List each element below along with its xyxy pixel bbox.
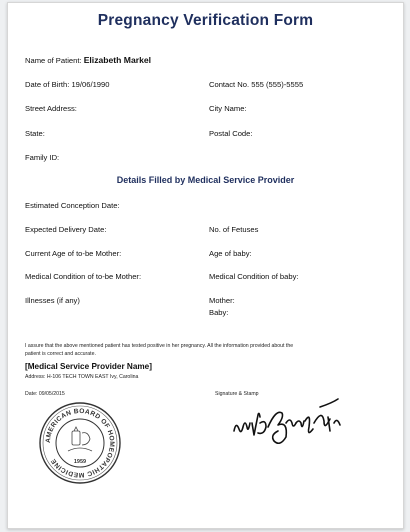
contact-row — [209, 80, 303, 89]
assurance-line-2: patient is correct and accurate. — [25, 351, 96, 357]
patient-name-row — [25, 55, 151, 65]
baby-age-label: Age of baby: — [209, 249, 252, 258]
fetuses-label: No. of Fetuses — [209, 225, 259, 234]
provider-name: [Medical Service Provider Name] — [25, 362, 152, 371]
baby-condition-label: Medical Condition of baby: — [209, 272, 299, 281]
form-title: Pregnancy Verification Form — [97, 12, 314, 29]
state-label: State: — [25, 129, 45, 138]
illnesses-label: Illnesses (if any) — [25, 296, 80, 305]
assurance-line-1: I assure that the above mentioned patient has tested positive in her pregnancy. All the information provided about the — [25, 343, 294, 349]
delivery-date-label: Expected Delivery Date: — [25, 225, 107, 234]
dob-value: 19/06/1990 — [71, 80, 110, 89]
patient-name-value: Elizabeth Markel — [83, 55, 152, 65]
family-id-label: Family ID: — [25, 153, 60, 162]
contact-label: Contact No. — [209, 80, 250, 89]
mother-age-label: Current Age of to-be Mother: — [25, 249, 122, 258]
provider-date: Date: 09/05/2015 — [25, 391, 65, 397]
contact-value: 555 (555)-5555 — [251, 80, 304, 89]
conception-date-label: Estimated Conception Date: — [25, 201, 120, 210]
form-page — [7, 2, 404, 529]
dob-label: Date of Birth: — [25, 80, 70, 89]
provider-address: Address: H-106 TECH TOWN EAST Ivy, Carolina — [25, 374, 139, 380]
dob-row — [25, 80, 109, 89]
city-name-label: City Name: — [209, 104, 247, 113]
seal-year: 1959 — [73, 459, 87, 465]
street-address-label: Street Address: — [25, 104, 77, 113]
mother-condition-label: Medical Condition of to-be Mother: — [25, 272, 142, 281]
handwritten-signature — [230, 393, 355, 448]
section-heading: Details Filled by Medical Service Provider — [116, 175, 295, 185]
seal-ring-text: AMERICAN BOARD OF HOMEOPATHIC MEDICINE — [44, 407, 116, 479]
seal-stamp-icon — [38, 401, 122, 485]
postal-code-label: Postal Code: — [209, 129, 253, 138]
signature-label: Signature & Stamp — [215, 391, 259, 397]
patient-name-label: Name of Patient: — [25, 56, 82, 65]
illness-baby-label: Baby: — [209, 308, 229, 317]
illness-mother-label: Mother: — [209, 296, 235, 305]
